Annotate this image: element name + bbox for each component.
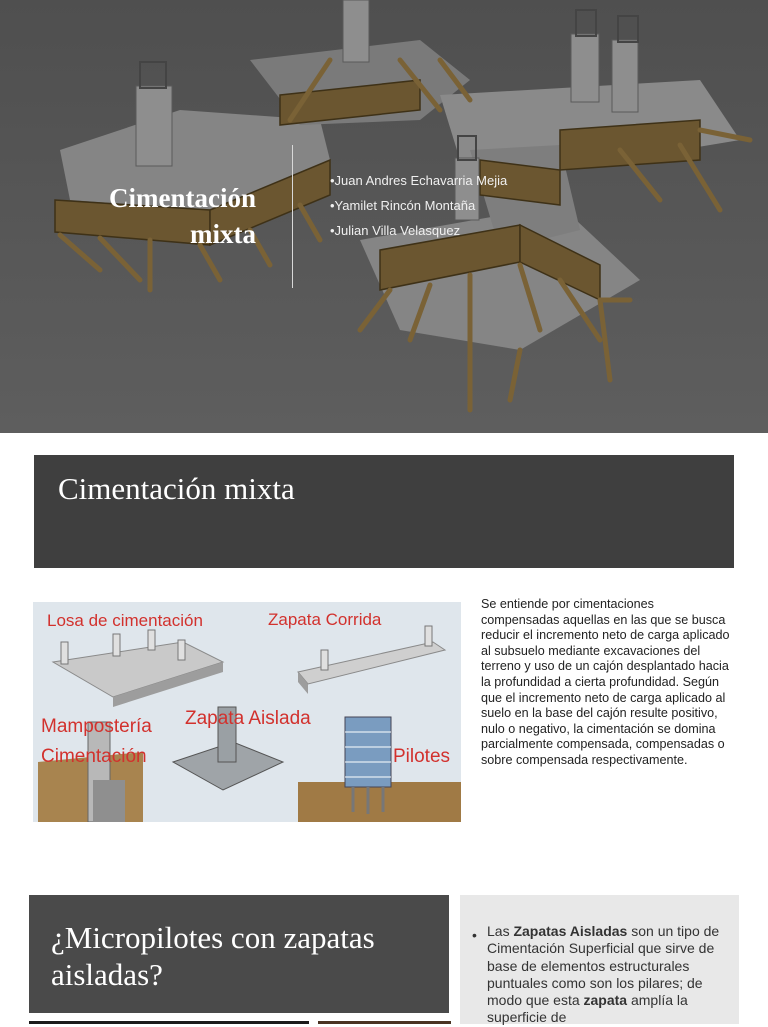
figure-label-zapata-corrida: Zapata Corrida	[268, 610, 382, 629]
presentation-title: Cimentación mixta	[109, 183, 256, 249]
slide-title: ¿Micropilotes con zapatas aisladas?	[51, 920, 375, 992]
foundation-types-figure	[33, 602, 461, 822]
content-slide	[0, 440, 768, 885]
content-slide	[0, 885, 768, 1024]
author-list	[330, 168, 507, 243]
figure-label-pilotes: Pilotes	[393, 746, 451, 767]
slide-title: Cimentación mixta	[58, 471, 295, 506]
figure-label-mamposteria: Mampostería	[41, 716, 152, 737]
slide-paragraph: Se entiende por cimentaciones compensadas aquellas en las que se busca reducir el incremento neto de carga aplicado al subsuelo mediante excavaciones del terreno y uso de un cajón desplantado hacia la profundidad a cierta profundidad. Según que el incremento neto de carga aplicado al suelo en la base del cajón resulte positivo, nulo o negativo, la cimentación se domina parcialmente compensada, compensadas o sobre compensada respectivamente.	[481, 597, 730, 767]
figure-label-zapata-aislada: Zapata Aislada	[185, 708, 311, 729]
figure-label-cimentacion: Cimentación	[41, 746, 147, 767]
author-name: •Yamilet Rincón Montaña	[330, 198, 476, 213]
title-band	[29, 895, 449, 1013]
text-panel	[460, 895, 739, 1024]
author-name: •Julian Villa Velasquez	[330, 223, 461, 238]
bullet-text: Las Zapatas Aisladas son un tipo de Cimentación Superficial que sirve de base de elementos estructurales puntuales como son los pilares; de modo que esta zapata amplía la superficie de	[487, 923, 720, 1026]
figure-label-losa: Losa de cimentación	[47, 611, 203, 630]
author-name: •Juan Andres Echavarria Mejia	[330, 173, 508, 188]
title-slide	[0, 0, 768, 433]
bullet-icon: •	[472, 927, 477, 943]
title-band	[34, 455, 734, 568]
title-divider	[292, 145, 293, 288]
